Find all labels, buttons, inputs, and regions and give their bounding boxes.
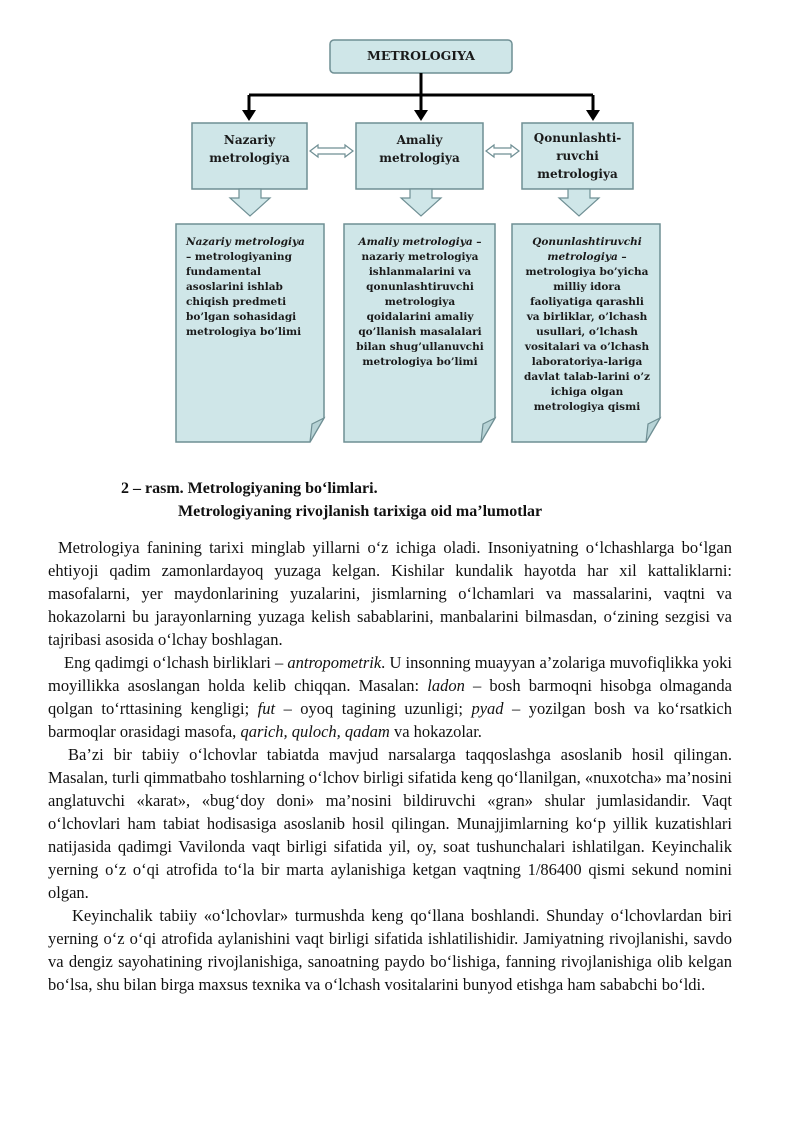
- branch-title-line: metrologiya: [209, 151, 290, 165]
- connector-arrows: [249, 73, 593, 112]
- down-arrow-qonunlashtiruvchi: [559, 189, 599, 216]
- figure-caption: 2 – rasm. Metrologiyaning bo‘limlari.: [121, 480, 378, 497]
- branch-title-qonunlashtiruvchi: [522, 129, 633, 183]
- text-run: – oyoq tagining uzunligi;: [275, 699, 472, 718]
- down-arrow-nazariy: [230, 189, 270, 216]
- desc-body: – metrologiya bo’yicha milliy idora faoliyatiga qarashli va birliklar, o’lchash usullari, o’lchash vositalari va o’lchash laboratoriya-lariga davlat talab-larini o’z ichiga olgan metrologiya qismi: [524, 251, 650, 413]
- branch-title-line: Amaliy: [396, 133, 443, 147]
- branch-title-line: Qonunlashti-: [533, 131, 622, 145]
- paragraph: [48, 536, 732, 651]
- branch-title-line: Nazariy: [223, 133, 276, 147]
- text-run: va hokazolar.: [389, 722, 482, 741]
- branch-title-line: metrologiya: [537, 167, 618, 181]
- desc-term: Amaliy metrologiya: [358, 236, 473, 248]
- section-title: Metrologiyaning rivojlanish tarixiga oid ma’lumotlar: [178, 503, 543, 520]
- double-arrow-right: [486, 145, 519, 157]
- metrology-diagram: [0, 0, 800, 450]
- double-arrow-left: [310, 145, 353, 157]
- italic-term: pyad: [471, 699, 504, 718]
- desc-body: – metrologiyaning fundamental asoslarini ishlab chiqish predmeti bo’lgan sohasidagi metrologiya bo’limi: [186, 251, 302, 338]
- paragraph: [48, 904, 732, 996]
- branch-title-line: ruvchi: [556, 149, 599, 163]
- text-run: – bosh barmoqni hisobga olmaganda qolgan to‘rttasining kengligi;: [48, 676, 732, 718]
- paragraph: [48, 651, 732, 743]
- text-run: Keyinchalik tabiiy «o‘lchovlar» turmushda keng qo‘llana boshlandi. Shunday o‘lchovlardan biri yerning o‘z o‘qi atrofida aylanishini vaqt birligi sifatida ishlatilishidir. Jamiyatning rivojlanishi, savdo va dengiz sayohatining rivojlanishiga, sanoatning paydo bo‘lishiga, fanning rivojlanishiga olib kelgan bo‘lsa, shu bilan birga maxsus texnika va o‘lchash vositalarini bunyod etishga ham sababchi bo‘ldi.: [48, 906, 732, 994]
- paragraph: [48, 743, 732, 904]
- italic-term: antropometrik: [287, 653, 382, 672]
- text-run: Ba’zi bir tabiiy o‘lchovlar tabiatda mavjud narsalarga taqqoslashga asoslanib hosil qilingan. Masalan, turli qimmatbaho toshlarning o‘lchov birligi sifatida keng qo‘llanilgan, «nuxotcha» ma’nosini anglatuvchi «karat», «bug‘doy doni» ma’nosini bildiruvchi «gran» shular jumlasidandir. Vaqt o‘lchovlari ham tabiat hodisasiga asoslanib hosil qilingan. Munajjimlarning ko‘p yillik kuzatishlari natijasida qadimgi Vavilonda vaqt birligi sifatida yil, oy, soat tushunchalari ishlatilgan. Keyinchalik yerning o‘z o‘qi atrofida to‘la bir marta aylanishiga ketgan vaqtning 1/86400 qismi sekund nomini olgan.: [48, 745, 732, 902]
- text-run: Metrologiya fanining tarixi minglab yillarni o‘z ichiga oladi. Insoniyatning o‘lchashlarga bo‘lgan ehtiyoji qadim zamonlardayoq yuzaga kelgan. Kishilar kundalik hayotda har xil kattaliklarni: masofalarni, yer maydonlarining yuzalarini, jismlarning o‘lchamlari va massalarini, vaqtni va hokazolarni bu jarayonlarning yuzaga kelish sabablarini, manbalarini bilmasdan, o‘zining sezgisi va tajribasi asosida o‘lchay boshlagan.: [48, 538, 732, 649]
- body-text: [48, 536, 732, 996]
- desc-term: Qonunlashtiruvchi metrologiya: [532, 236, 642, 263]
- arrow-head-center: [414, 110, 428, 121]
- desc-text-amaliy: [354, 235, 486, 370]
- branch-title-amaliy: [356, 131, 483, 167]
- arrow-head-right: [586, 110, 600, 121]
- branch-title-line: metrologiya: [379, 151, 460, 165]
- root-label: METROLOGIYA: [367, 48, 475, 63]
- italic-term: ladon: [427, 676, 465, 695]
- text-run: Eng qadimgi o‘lchash birliklari –: [64, 653, 288, 672]
- desc-text-qonunlashtiruvchi: [522, 235, 652, 415]
- branch-title-nazariy: [192, 131, 307, 167]
- text-run: . U insonning muayyan a’zolariga muvofiqlikka yoki moyillikka asoslangan holda kelib chiqqan. Masalan:: [48, 653, 732, 695]
- text-run: – yozilgan bosh va ko‘rsatkich barmoqlar orasidagi masofa,: [48, 699, 732, 741]
- arrow-head-left: [242, 110, 256, 121]
- desc-term: Nazariy metrologiya: [186, 236, 305, 248]
- italic-term: fut: [257, 699, 276, 718]
- diagram-graphics: [0, 0, 800, 450]
- down-arrow-amaliy: [401, 189, 441, 216]
- desc-text-nazariy: [186, 235, 308, 340]
- italic-term: qarich, quloch, qadam: [240, 722, 390, 741]
- desc-body: – nazariy metrologiya ishlanmalarini va qonunlashtiruvchi metrologiya qoidalarini amaliy qo’llanish masalalari bilan shug’ullanuvchi metrologiya bo’limi: [356, 236, 484, 368]
